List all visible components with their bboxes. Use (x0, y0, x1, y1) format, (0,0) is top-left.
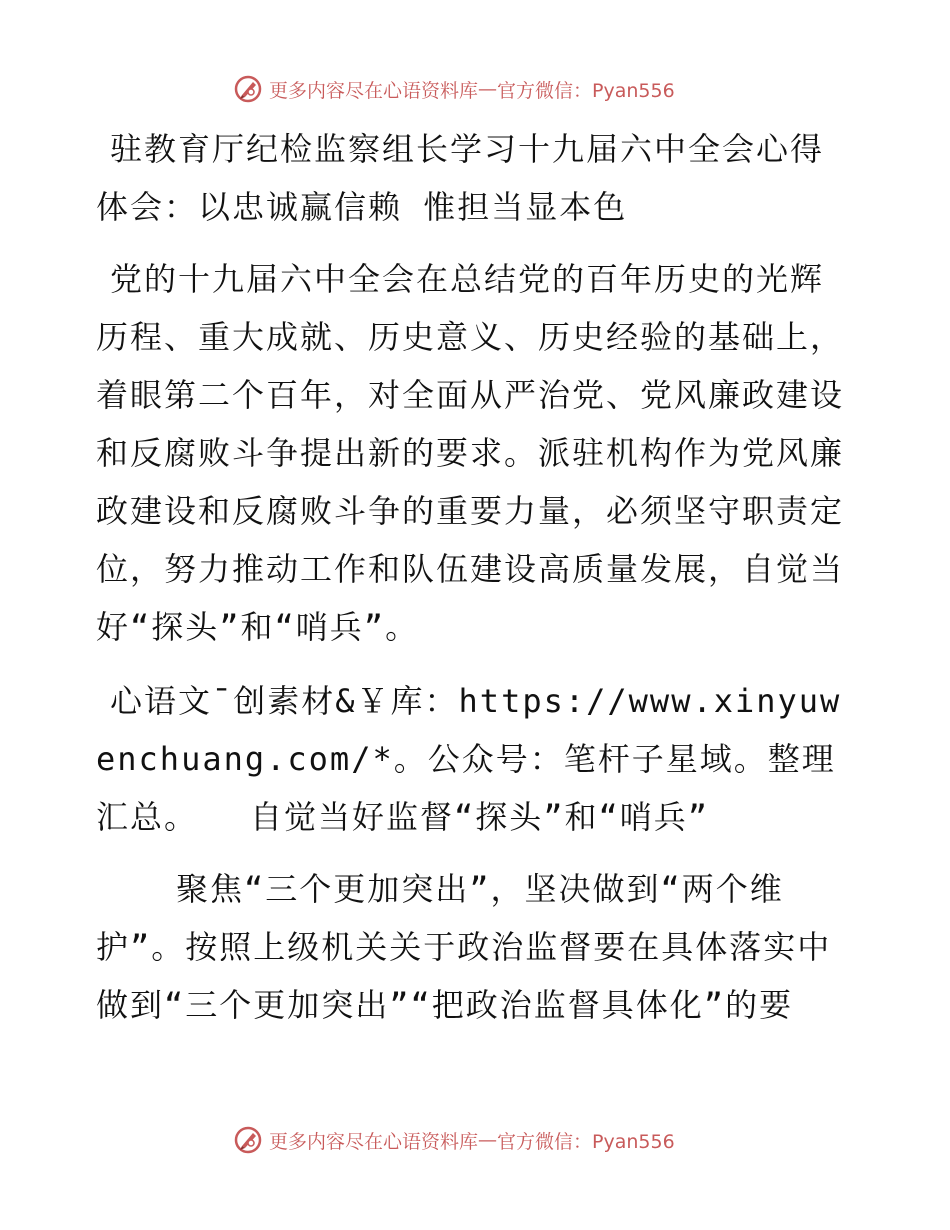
header-banner-text: 更多内容尽在心语资料库 (269, 79, 479, 102)
header-watermark-banner (233, 72, 713, 106)
pen-logo-icon (233, 74, 263, 104)
pen-logo-icon (233, 1125, 263, 1155)
header-banner-wechat: 官方微信：Pyan556 (497, 79, 675, 102)
paragraph-2: 心语文¯创素材&￥库：https://www.xinyuwenchuang.com/*。公众号：笔杆子星域。整理汇总。 自觉当好监督“探头”和“哨兵” (96, 682, 842, 836)
footer-banner-separator: — (478, 1129, 498, 1151)
header-banner-separator: — (478, 78, 498, 100)
document-title: 驻教育厅纪检监察组长学习十九届六中全会心得体会：以忠诚赢信赖 惟担当显本色 (96, 130, 825, 226)
footer-banner-wechat: 官方微信：Pyan556 (497, 1130, 675, 1153)
paragraph-3: 聚焦“三个更加突出”，坚决做到“两个维护”。按照上级机关关于政治监督要在具体落实中做到“三个更加突出”“把政治监督具体化”的要 (96, 870, 832, 1024)
paragraph-1: 党的十九届六中全会在总结党的百年历史的光辉历程、重大成就、历史意义、历史经验的基础上，着眼第二个百年，对全面从严治党、党风廉政建设和反腐败斗争提出新的要求。派驻机构作为党风廉政建设和反腐败斗争的重要力量，必须坚守职责定位，努力推动工作和队伍建设高质量发展，自觉当好“探头”和“哨兵”。 (96, 260, 845, 646)
document-body (96, 120, 848, 1034)
footer-watermark-banner (233, 1123, 713, 1157)
footer-banner-text: 更多内容尽在心语资料库 (269, 1130, 479, 1153)
